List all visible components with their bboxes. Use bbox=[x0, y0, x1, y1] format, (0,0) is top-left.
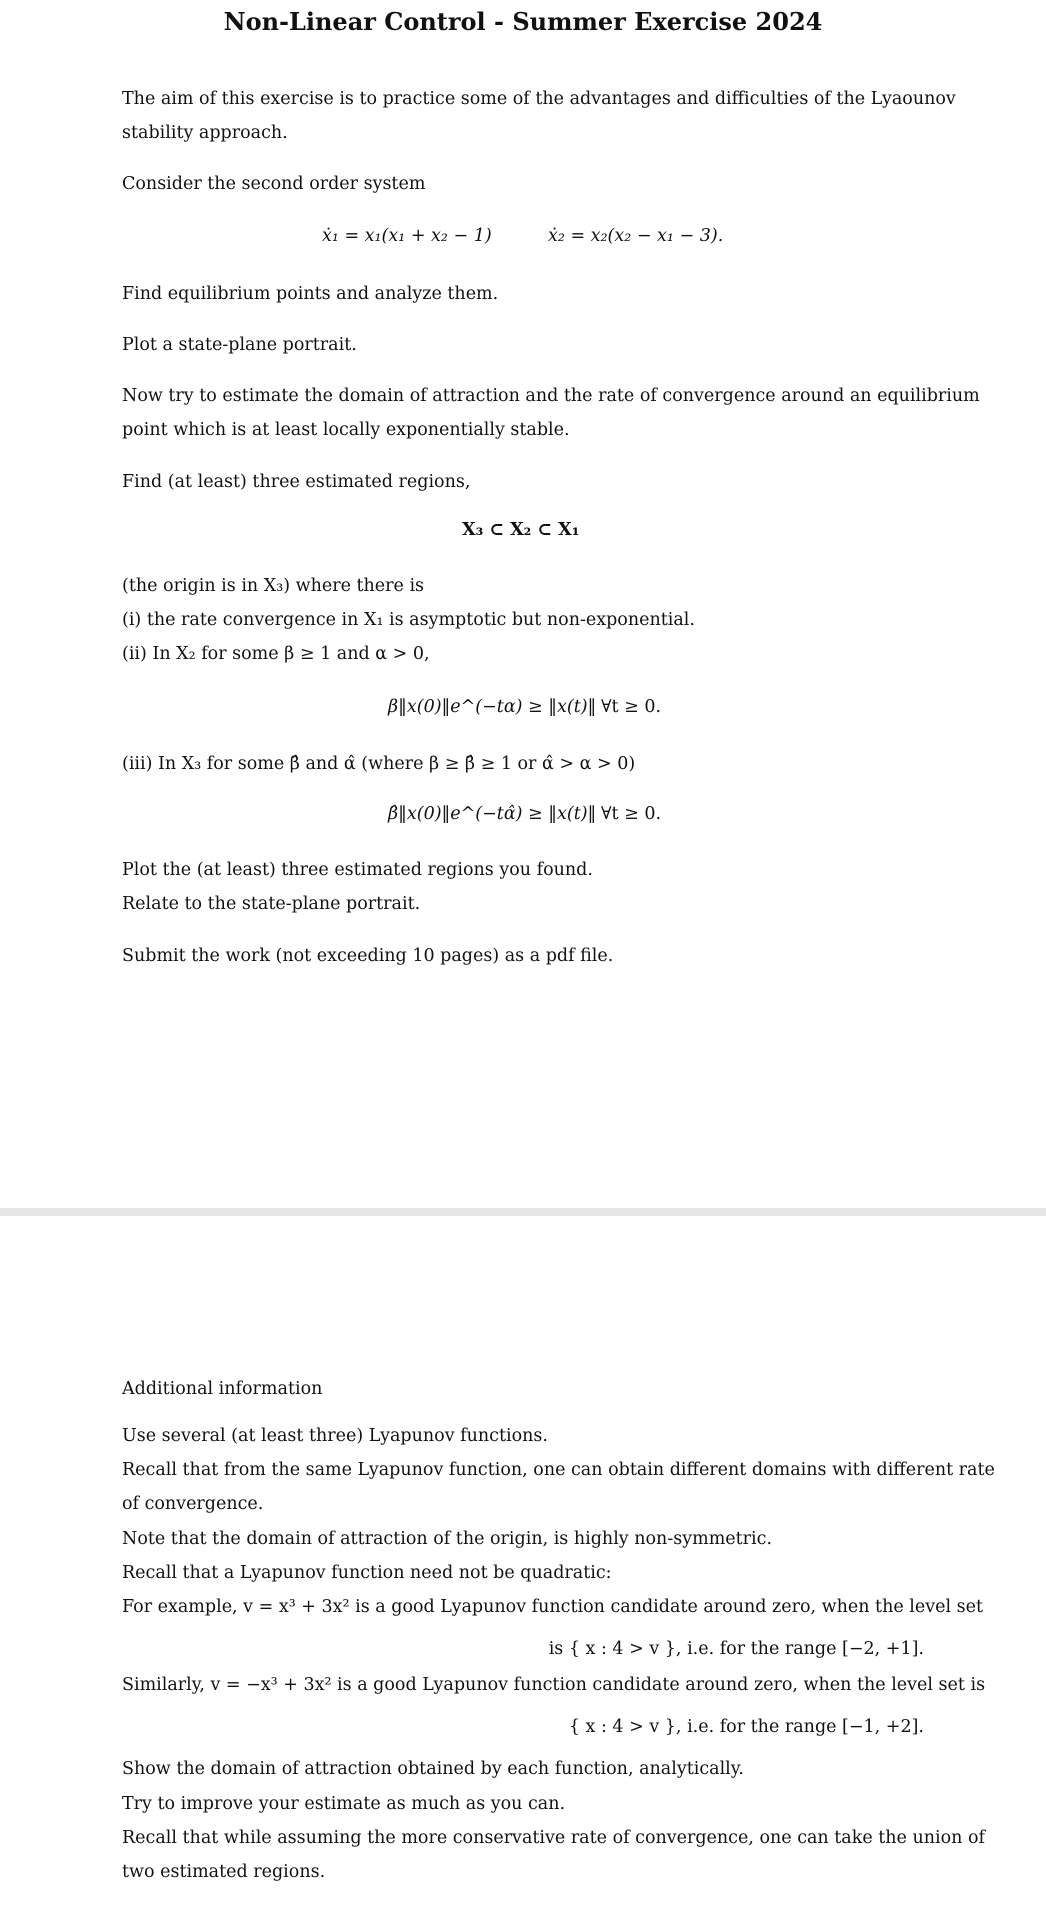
page-title: Non-Linear Control - Summer Exercise 2024 bbox=[223, 7, 823, 36]
equation-x2-dot: ẋ₂ = x₂(x₂ − x₁ − 3). bbox=[548, 226, 724, 246]
submit-text: Submit the work (not exceeding 10 pages) as a pdf file. bbox=[122, 946, 614, 966]
inequality-2: β̂‖x(0)‖e^(−tα̂) ≥ ‖x(t)‖ bbox=[388, 804, 597, 824]
estimate-line-1: Now try to estimate the domain of attraction and the rate of convergence around an equilibrium bbox=[122, 386, 980, 406]
example-line-1: For example, v = x³ + 3x² is a good Lyapunov function candidate around zero, when the level set bbox=[122, 1597, 983, 1617]
show-domain-text: Show the domain of attraction obtained by each function, analytically. bbox=[122, 1759, 744, 1779]
item-i: (i) the rate convergence in X₁ is asymptotic but non-exponential. bbox=[122, 610, 695, 630]
intro-line-2: stability approach. bbox=[122, 123, 288, 143]
recall-union-line-2: two estimated regions. bbox=[122, 1862, 326, 1882]
inequality-1: β‖x(0)‖e^(−tα) ≥ ‖x(t)‖ bbox=[388, 697, 597, 717]
similarly-line-1: Similarly, v = −x³ + 3x² is a good Lyapunov function candidate around zero, when the level set is bbox=[122, 1675, 986, 1695]
find-regions-text: Find (at least) three estimated regions, bbox=[122, 472, 471, 492]
origin-line: (the origin is in X₃) where there is bbox=[122, 576, 425, 596]
consider-text: Consider the second order system bbox=[122, 174, 426, 194]
item-iii: (iii) In X₃ for some β̂ and α̂ (where β ≥ β̂ ≥ 1 or α̂ > α > 0) bbox=[122, 754, 636, 774]
relate-text: Relate to the state-plane portrait. bbox=[122, 894, 421, 914]
item-ii: (ii) In X₂ for some β ≥ 1 and α > 0, bbox=[122, 644, 430, 664]
equation-x1-dot: ẋ₁ = x₁(x₁ + x₂ − 1) bbox=[322, 226, 492, 246]
try-improve-text: Try to improve your estimate as much as you can. bbox=[122, 1794, 566, 1814]
inequality-2-condition: ∀t ≥ 0. bbox=[601, 804, 662, 824]
recall-same-line-1: Recall that from the same Lyapunov function, one can obtain different domains with different rate bbox=[122, 1460, 995, 1480]
inequality-1-condition: ∀t ≥ 0. bbox=[601, 697, 662, 717]
use-several-text: Use several (at least three) Lyapunov functions. bbox=[122, 1426, 548, 1446]
recall-not-quadratic-text: Recall that a Lyapunov function need not be quadratic: bbox=[122, 1563, 612, 1583]
recall-union-line-1: Recall that while assuming the more conservative rate of convergence, one can take the union of bbox=[122, 1828, 985, 1848]
find-equilibrium-text: Find equilibrium points and analyze them. bbox=[122, 284, 499, 304]
estimate-line-2: point which is at least locally exponentially stable. bbox=[122, 420, 570, 440]
regions-inclusion: X₃ ⊂ X₂ ⊂ X₁ bbox=[462, 520, 580, 540]
recall-same-line-2: of convergence. bbox=[122, 1494, 264, 1514]
plot-regions-text: Plot the (at least) three estimated regions you found. bbox=[122, 860, 593, 880]
plot-portrait-text: Plot a state-plane portrait. bbox=[122, 335, 357, 355]
intro-line-1: The aim of this exercise is to practice some of the advantages and difficulties of the Lyaounov bbox=[122, 89, 956, 109]
additional-info-heading: Additional information bbox=[122, 1379, 323, 1399]
example-line-2: is { x : 4 > v }, i.e. for the range [−2, +1]. bbox=[548, 1639, 924, 1659]
similarly-line-2: { x : 4 > v }, i.e. for the range [−1, +2]. bbox=[568, 1717, 924, 1737]
note-domain-text: Note that the domain of attraction of the origin, is highly non-symmetric. bbox=[122, 1529, 773, 1549]
page-divider bbox=[0, 1208, 1046, 1216]
